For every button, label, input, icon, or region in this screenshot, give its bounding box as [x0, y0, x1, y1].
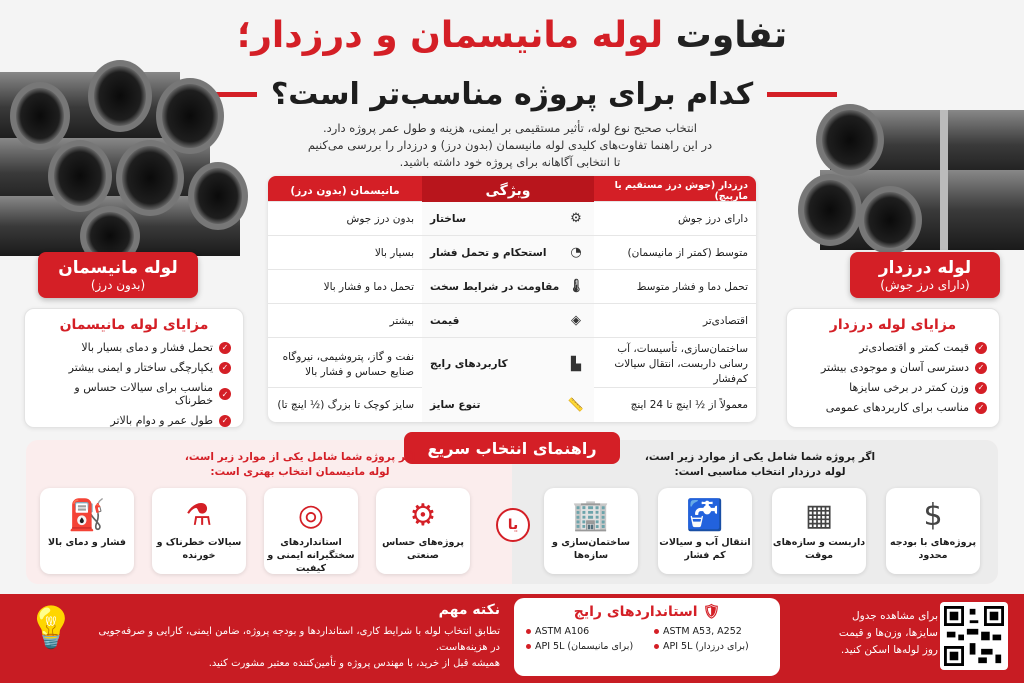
cell-seamless: بدون درز جوش: [346, 212, 414, 225]
card-text: پروژه‌های با بودجه محدود: [889, 537, 977, 561]
intro-text: [300, 120, 720, 171]
cell-welded: تحمل دما و فشار متوسط: [636, 280, 748, 293]
feature-label: تنوع سایز: [430, 399, 481, 411]
intro-line: در این راهنما تفاوت‌های کلیدی لوله مانیسمان (بدون درز) و درزدار را بررسی می‌کنیم: [307, 138, 713, 152]
standards-box: [514, 598, 780, 676]
seamless-label-title: لوله مانیسمان: [58, 258, 178, 278]
qr-code[interactable]: [940, 602, 1008, 670]
welded-label: [850, 252, 1000, 298]
note-line: اگر پروژه شما شامل یکی از موارد زیر است،: [184, 451, 416, 463]
table-row: [268, 270, 756, 304]
welded-advantages: [786, 308, 1000, 428]
check-icon: ✓: [975, 402, 987, 414]
feature-label: ساختار: [430, 212, 467, 225]
card-text: پروژه‌های حساس صنعتی: [382, 537, 464, 561]
standard-item: [654, 626, 768, 637]
intro-line: انتخاب صحیح نوع لوله، تأثیر مستقیمی بر ایمنی، هزینه و طول عمر پروژه دارد.: [323, 121, 697, 135]
list-item: [37, 361, 231, 374]
shield-check-icon: 🛡: [702, 604, 721, 620]
oil-platform-icon: ⛽: [68, 498, 106, 533]
lightbulb-icon: 💡: [26, 605, 76, 651]
guide-card: [152, 488, 246, 574]
cell-seamless: بیشتر: [389, 314, 414, 327]
feature-label: کاربردهای رایج: [430, 358, 508, 370]
welded-pipes-image: [790, 90, 1024, 260]
table-row: [268, 388, 756, 422]
standard-item: [654, 641, 768, 652]
cell-welded: اقتصادی‌تر: [702, 314, 748, 327]
cell-feature: [422, 270, 594, 303]
cell-welded: ساختمان‌سازی، تأسیسات، آب رسانی داربست، انتقال سیالات کم‌فشار: [614, 343, 748, 385]
card-text: سیالات خطرناک و خورنده: [156, 537, 242, 561]
adv-text: مناسب برای کاربردهای عمومی: [825, 401, 969, 414]
standard-text: API 5L (برای درزدار): [663, 641, 749, 652]
note-line: لوله مانیسمان انتخاب بهتری است:: [210, 466, 390, 478]
seamless-label-sub: (بدون درز): [90, 278, 146, 292]
note-line: اگر پروژه شما شامل یکی از موارد زیر است،: [644, 451, 876, 463]
check-icon: ✓: [219, 388, 231, 400]
table-row: [268, 304, 756, 338]
feature-label: استحکام و تحمل فشار: [430, 246, 547, 259]
welded-adv-title: مزایای لوله درزدار: [829, 317, 957, 333]
adv-text: یکپارچگی ساختار و ایمنی بیشتر: [68, 361, 213, 374]
note-line: لوله درزدار انتخاب مناسبی است:: [674, 466, 846, 478]
seamless-label: [38, 252, 198, 298]
list-item: [37, 341, 231, 354]
comparison-table: [268, 176, 756, 422]
title-part1: تفاوت: [675, 15, 788, 56]
standard-text: ASTM A106: [535, 626, 590, 637]
buildings-icon: 🏢: [572, 498, 610, 533]
guide-card: [376, 488, 470, 574]
feature-label: مقاومت در شرایط سخت: [430, 280, 560, 293]
adv-text: طول عمر و دوام بالاتر: [110, 414, 213, 427]
list-item: [799, 341, 987, 354]
standard-text: ASTM A53, A252: [663, 626, 742, 637]
welded-label-sub: (دارای درز جوش): [880, 278, 970, 292]
intro-line: تا انتخابی آگاهانه برای پروژه خود داشته باشید.: [399, 155, 621, 169]
guide-title: راهنمای انتخاب سریع: [404, 432, 620, 464]
standards-title-text: استانداردهای رایج: [573, 604, 698, 620]
cell-feature: [422, 338, 594, 391]
check-icon: ✓: [975, 362, 987, 374]
price-tag-icon: ◈: [571, 313, 581, 328]
seamless-pipes-image: [0, 56, 255, 256]
page-title: [0, 14, 1024, 58]
note-title: نکته مهم: [438, 602, 500, 618]
adv-text: تحمل فشار و دمای بسیار بالا: [81, 341, 213, 354]
scaffold-icon: ▦: [804, 498, 834, 533]
card-text: فشار و دمای بالا: [48, 537, 126, 548]
pressure-gauge-icon: ◎: [297, 498, 325, 533]
card-text: استانداردهای سختگیرانه ایمنی و کیفیت: [267, 537, 355, 574]
guide-card: [544, 488, 638, 574]
gauge-icon: ◔: [570, 245, 582, 260]
cell-welded: دارای درز جوش: [677, 212, 748, 225]
table-row: [268, 338, 756, 388]
standard-text: API 5L (برای مانیسمان): [535, 641, 634, 652]
note-line: همیشه قبل از خرید، با مهندس پروژه و تأمین‌کننده معتبر مشورت کنید.: [208, 658, 500, 669]
title-part2: لوله مانیسمان و درزدار؛: [236, 15, 664, 56]
guide-card: [886, 488, 980, 574]
feature-label: قیمت: [430, 314, 460, 327]
cell-seamless: تحمل دما و فشار بالا: [323, 280, 414, 293]
guide-card: [264, 488, 358, 574]
list-item: [37, 381, 231, 407]
table-row: [268, 202, 756, 236]
cell-welded: متوسط (کمتر از مانیسمان): [627, 246, 748, 259]
seamless-adv-title: مزایای لوله مانیسمان: [59, 317, 209, 333]
adv-text: وزن کمتر در برخی سایزها: [849, 381, 969, 394]
faucet-icon: 🚰: [686, 498, 724, 533]
header-feature: ویژگی: [422, 176, 594, 206]
adv-text: دسترسی آسان و موجودی بیشتر: [820, 361, 969, 374]
adv-text: مناسب برای سیالات حساس و خطرناک: [74, 381, 213, 407]
check-icon: ✓: [219, 415, 231, 427]
thermometer-icon: 🌡: [567, 279, 585, 294]
seamless-advantages: [24, 308, 244, 428]
guide-card: [658, 488, 752, 574]
cell-welded: معمولاً از ½ اینچ تا 24 اینچ: [630, 399, 748, 411]
header-welded: درزدار (جوش درز مستقیم یا مارپیچ): [614, 180, 748, 202]
table-header: [268, 176, 756, 202]
list-item: [799, 401, 987, 414]
cell-feature: [422, 388, 594, 422]
important-note: [90, 602, 500, 672]
card-text: ساختمان‌سازی و سازه‌ها: [552, 537, 630, 561]
adv-text: قیمت کمتر و اقتصادی‌تر: [859, 341, 969, 354]
subtitle-text: کدام برای پروژه مناسب‌تر است؟: [270, 77, 754, 112]
check-icon: ✓: [975, 382, 987, 394]
card-text: داربست و سازه‌های موقت: [772, 537, 866, 561]
standard-item: [526, 626, 640, 637]
cell-feature: [422, 202, 594, 235]
structure-icon: ⚙: [570, 211, 582, 226]
check-icon: ✓: [975, 342, 987, 354]
table-row: [268, 236, 756, 270]
list-item: [799, 361, 987, 374]
note-line: تطابق انتخاب لوله با شرایط کاری، استانداردها و بودجه پروژه، ضامن ایمنی، کارایی و صرفه‌جویی در هزینه‌هاست.: [98, 626, 500, 653]
welded-label-title: لوله درزدار: [878, 258, 972, 278]
guide-welded-note: [610, 450, 910, 480]
cell-feature: [422, 236, 594, 269]
flask-icon: ⚗: [185, 498, 213, 533]
gears-icon: ⚙: [409, 498, 437, 533]
guide-card: [772, 488, 866, 574]
cell-seamless: بسیار بالا: [374, 246, 414, 259]
qr-caption: برای مشاهده جدول سایزها، وزن‌ها و قیمت روز لوله‌ها اسکن کنید.: [838, 610, 938, 656]
factory-icon: ▙: [571, 357, 581, 372]
cell-feature: [422, 304, 594, 337]
or-badge: یا: [496, 508, 530, 542]
list-item: [37, 414, 231, 427]
cell-seamless: نفت و گاز، پتروشیمی، نیروگاه صنایع حساس و فشار بالا: [282, 350, 414, 378]
guide-seamless-note: [150, 450, 450, 480]
check-icon: ✓: [219, 362, 231, 374]
cell-seamless: سایز کوچک تا بزرگ (½ اینچ تا): [277, 399, 414, 411]
list-item: [799, 381, 987, 394]
standards-title: [526, 604, 768, 620]
dollar-icon: $: [923, 498, 943, 533]
ruler-icon: 📏: [567, 397, 585, 413]
check-icon: ✓: [219, 342, 231, 354]
card-text: انتقال آب و سیالات کم فشار: [659, 537, 751, 561]
standard-item: [526, 641, 640, 652]
header-seamless: مانیسمان (بدون درز): [290, 185, 400, 197]
guide-card: [40, 488, 134, 574]
